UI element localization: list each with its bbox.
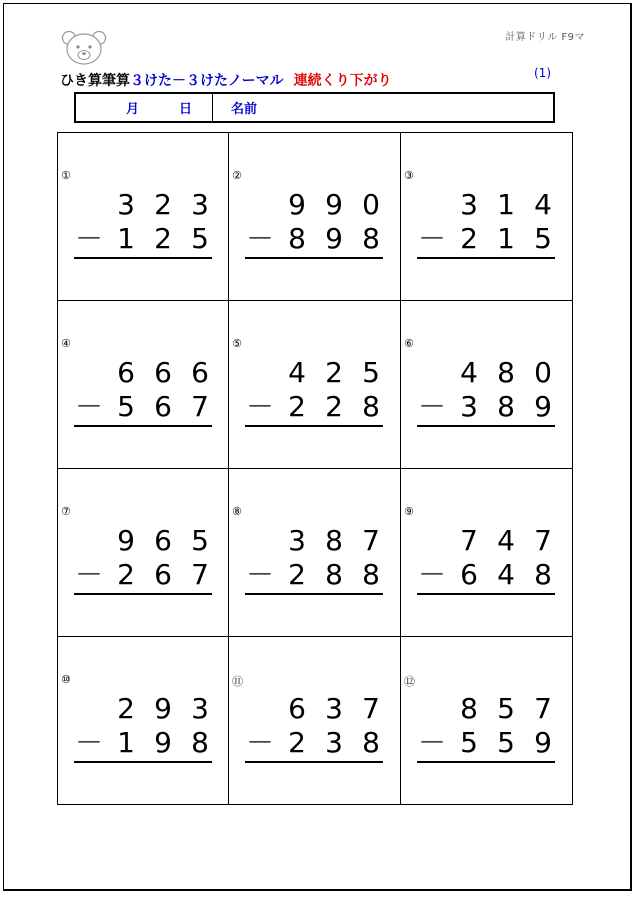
problem-number: ③ — [404, 169, 414, 182]
name-field[interactable] — [213, 94, 257, 121]
digit: 6 — [154, 524, 172, 557]
digit: 6 — [117, 356, 135, 389]
digit: 1 — [497, 188, 515, 221]
minus-sign: － — [245, 558, 274, 591]
worksheet-title — [60, 70, 565, 92]
subtrahend — [72, 726, 212, 760]
digit: 6 — [288, 692, 306, 725]
problem-number: ⑨ — [404, 505, 414, 518]
digit: 2 — [288, 390, 306, 423]
digit: 6 — [460, 558, 478, 591]
subtrahend — [243, 558, 383, 592]
digit: 8 — [497, 390, 515, 423]
minus-sign: － — [245, 222, 274, 255]
digit: 8 — [325, 524, 343, 557]
digit: 8 — [288, 222, 306, 255]
digit: 8 — [362, 726, 380, 759]
subtrahend — [243, 390, 383, 424]
digit: 7 — [191, 390, 209, 423]
minus-sign: － — [245, 726, 274, 759]
answer-line — [245, 761, 383, 763]
digit: 5 — [191, 222, 209, 255]
digit: 3 — [288, 524, 306, 557]
digit: 9 — [288, 188, 306, 221]
digit: 5 — [191, 524, 209, 557]
digit: 4 — [460, 356, 478, 389]
subtrahend — [415, 222, 555, 256]
digit: 1 — [497, 222, 515, 255]
minus-sign: － — [74, 726, 103, 759]
digit: 2 — [288, 726, 306, 759]
digit: 4 — [497, 558, 515, 591]
month-label: 月 — [126, 102, 140, 117]
minuend — [243, 356, 383, 390]
digit: 5 — [362, 356, 380, 389]
date-field[interactable] — [76, 94, 213, 121]
minus-sign: － — [245, 390, 274, 423]
problem-grid — [57, 132, 573, 805]
subtrahend — [72, 222, 212, 256]
digit: 6 — [154, 558, 172, 591]
digit: 9 — [534, 726, 552, 759]
digit: 8 — [362, 222, 380, 255]
answer-line — [417, 593, 555, 595]
digit: 7 — [460, 524, 478, 557]
digit: 3 — [325, 726, 343, 759]
answer-line — [245, 257, 383, 259]
site-label: 計算ドリル F9マ — [505, 32, 585, 43]
digit: 5 — [497, 726, 515, 759]
digit: 3 — [460, 390, 478, 423]
problem-cell — [58, 637, 229, 804]
digit: 4 — [534, 188, 552, 221]
minuend — [415, 188, 555, 222]
digit: 7 — [534, 692, 552, 725]
answer-line — [74, 761, 212, 763]
answer-line — [245, 593, 383, 595]
digit: 2 — [325, 390, 343, 423]
problem-cell — [401, 301, 572, 469]
name-label: 名前 — [231, 102, 258, 117]
page-number: (1) — [534, 66, 551, 80]
problem-number: ⑩ — [61, 673, 71, 686]
problem-number: ⑫ — [404, 675, 415, 688]
digit: 9 — [534, 390, 552, 423]
minus-sign: － — [417, 726, 446, 759]
digit: 7 — [362, 692, 380, 725]
digit: 2 — [117, 692, 135, 725]
digit: 9 — [325, 188, 343, 221]
day-label: 日 — [179, 102, 193, 117]
problem-number: ② — [232, 169, 242, 182]
digit: 3 — [325, 692, 343, 725]
subtrahend — [72, 390, 212, 424]
minus-sign: － — [417, 222, 446, 255]
digit: 5 — [497, 692, 515, 725]
digit: 8 — [325, 558, 343, 591]
digit: 9 — [117, 524, 135, 557]
title-type: 連続くり下がり — [293, 73, 392, 89]
minus-sign: － — [417, 390, 446, 423]
bear-logo-icon — [61, 29, 107, 67]
subtrahend — [243, 222, 383, 256]
digit: 4 — [288, 356, 306, 389]
subtrahend — [415, 726, 555, 760]
digit: 3 — [191, 692, 209, 725]
minuend — [72, 524, 212, 558]
digit: 2 — [154, 188, 172, 221]
digit: 8 — [497, 356, 515, 389]
problem-cell — [401, 469, 572, 637]
digit: 7 — [362, 524, 380, 557]
minus-sign: － — [74, 558, 103, 591]
problem-cell — [58, 133, 229, 301]
digit: 8 — [362, 558, 380, 591]
answer-line — [74, 593, 212, 595]
digit: 8 — [362, 390, 380, 423]
digit: 6 — [154, 390, 172, 423]
problem-number: ④ — [61, 337, 71, 350]
subtrahend — [72, 558, 212, 592]
problem-number: ⑪ — [232, 675, 243, 688]
minus-sign: － — [74, 390, 103, 423]
minuend — [72, 188, 212, 222]
digit: 7 — [191, 558, 209, 591]
digit: 0 — [534, 356, 552, 389]
digit: 1 — [117, 222, 135, 255]
digit: 3 — [460, 188, 478, 221]
digit: 6 — [154, 356, 172, 389]
minuend — [243, 524, 383, 558]
answer-line — [74, 425, 212, 427]
answer-line — [417, 425, 555, 427]
digit: 3 — [191, 188, 209, 221]
title-topic: ３けた－３けたノーマル — [130, 73, 284, 89]
problem-cell — [401, 637, 572, 804]
problem-number: ① — [61, 169, 71, 182]
minuend — [415, 356, 555, 390]
digit: 1 — [117, 726, 135, 759]
digit: 5 — [534, 222, 552, 255]
minuend — [243, 188, 383, 222]
digit: 2 — [325, 356, 343, 389]
date-name-box — [74, 92, 555, 123]
problem-cell — [229, 637, 401, 804]
subtrahend — [243, 726, 383, 760]
digit: 9 — [325, 222, 343, 255]
problem-cell — [401, 133, 572, 301]
problem-cell — [229, 301, 401, 469]
minuend — [415, 692, 555, 726]
digit: 6 — [191, 356, 209, 389]
problem-number: ⑧ — [232, 505, 242, 518]
digit: 8 — [534, 558, 552, 591]
answer-line — [74, 257, 212, 259]
answer-line — [417, 761, 555, 763]
digit: 5 — [117, 390, 135, 423]
digit: 2 — [154, 222, 172, 255]
digit: 0 — [362, 188, 380, 221]
digit: 9 — [154, 726, 172, 759]
problem-cell — [229, 469, 401, 637]
minuend — [243, 692, 383, 726]
minuend — [415, 524, 555, 558]
problem-number: ⑤ — [232, 337, 242, 350]
digit: 8 — [191, 726, 209, 759]
digit: 2 — [460, 222, 478, 255]
digit: 9 — [154, 692, 172, 725]
digit: 5 — [460, 726, 478, 759]
minuend — [72, 692, 212, 726]
digit: 7 — [534, 524, 552, 557]
answer-line — [417, 257, 555, 259]
title-subject: ひき算筆算 — [60, 73, 130, 89]
problem-number: ⑦ — [61, 505, 71, 518]
digit: 8 — [460, 692, 478, 725]
subtrahend — [415, 390, 555, 424]
problem-cell — [58, 469, 229, 637]
minus-sign: － — [74, 222, 103, 255]
minus-sign: － — [417, 558, 446, 591]
digit: 3 — [117, 188, 135, 221]
answer-line — [245, 425, 383, 427]
minuend — [72, 356, 212, 390]
subtrahend — [415, 558, 555, 592]
digit: 2 — [288, 558, 306, 591]
problem-cell — [229, 133, 401, 301]
digit: 4 — [497, 524, 515, 557]
problem-number: ⑥ — [404, 337, 414, 350]
digit: 2 — [117, 558, 135, 591]
problem-cell — [58, 301, 229, 469]
